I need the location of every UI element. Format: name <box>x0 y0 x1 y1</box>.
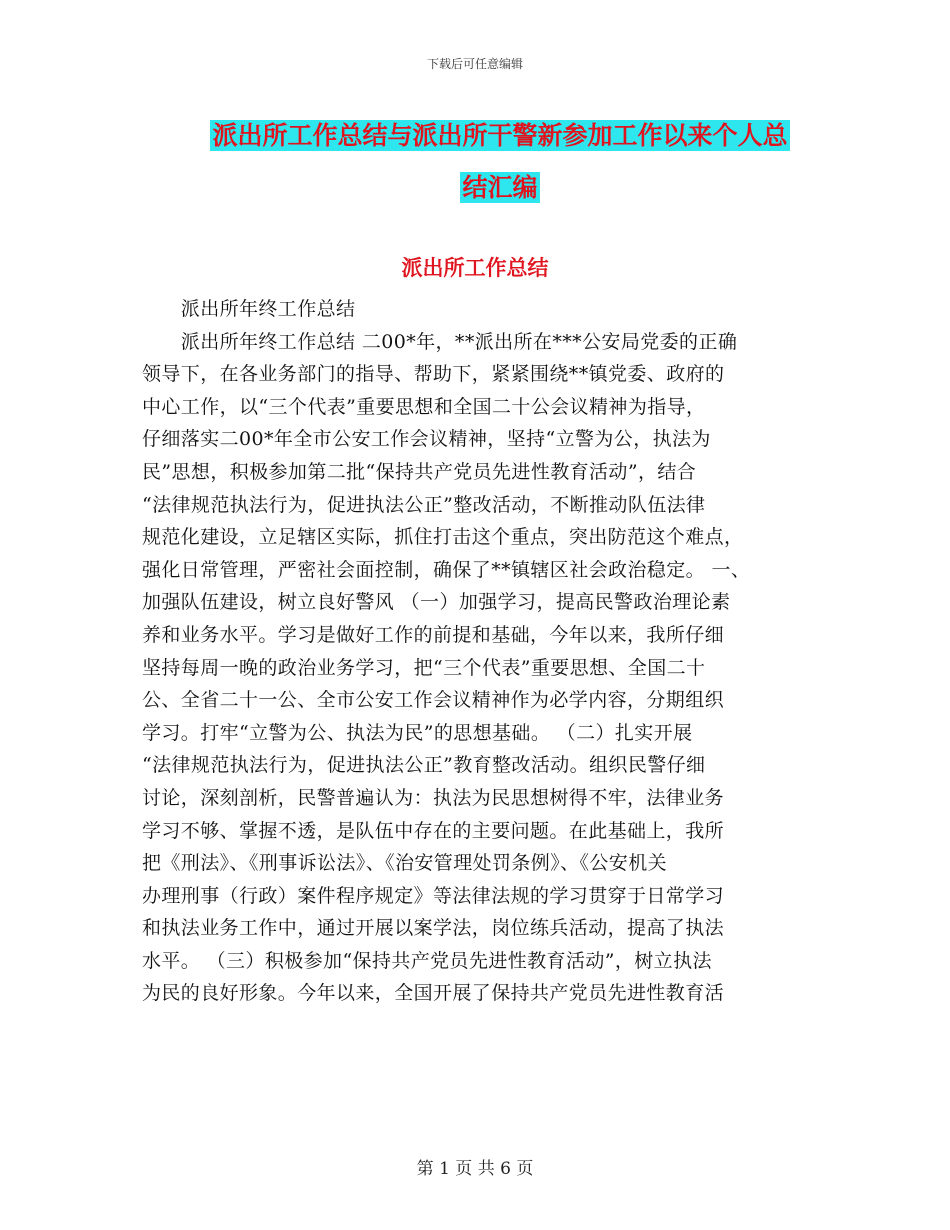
page-footer: 第 1 页 共 6 页 <box>416 1159 534 1179</box>
body-line: 加强队伍建设，树立良好警风 （一）加强学习，提高民警政治理论素 <box>142 591 731 614</box>
title-line-1: 派出所工作总结与派出所干警新参加工作以来个人总 <box>212 121 788 150</box>
body-line: 仔细落实二00*年全市公安工作会议精神，坚持“立警为公，执法为 <box>142 428 711 451</box>
body-text <box>142 293 810 1010</box>
section-title: 派出所工作总结 <box>401 255 549 280</box>
body-line: 和执法业务工作中，通过开展以案学法，岗位练兵活动，提高了执法 <box>142 917 725 940</box>
body-line: 派出所年终工作总结 <box>142 298 356 320</box>
body-line: “法律规范执法行为，促进执法公正”教育整改活动。组织民警仔细 <box>142 754 706 777</box>
document-title <box>150 110 850 214</box>
body-line: “法律规范执法行为，促进执法公正”整改活动，不断推动队伍法律 <box>142 493 706 516</box>
header-note: 下载后可任意编辑 <box>426 57 523 71</box>
body-line: 坚持每周一晚的政治业务学习，把“三个代表”重要思想、全国二十 <box>142 656 706 679</box>
body-line: 讨论，深刻剖析，民警普遍认为：执法为民思想树得不牢，法律业务 <box>142 786 725 809</box>
body-line: 办理刑事（行政）案件程序规定》等法律法规的学习贯穿于日常学习 <box>142 884 725 907</box>
body-line: 学习。打牢“立警为公、执法为民”的思想基础。 （二）扎实开展 <box>142 721 693 744</box>
body-line: 民”思想，积极参加第二批“保持共产党员先进性教育活动”，结合 <box>142 460 697 483</box>
body-line: 公、全省二十一公、全市公安工作会议精神作为必学内容，分期组织 <box>142 689 725 712</box>
body-line: 规范化建设，立足辖区实际，抓住打击这个重点，突出防范这个难点， <box>142 526 744 549</box>
body-line: 把《刑法》、《刑事诉讼法》、《治安管理处罚条例》、《公安机关 <box>142 852 668 875</box>
body-line: 学习不够、掌握不透，是队伍中存在的主要问题。在此基础上，我所 <box>142 819 725 842</box>
title-line-2: 结汇编 <box>462 173 538 202</box>
body-line: 中心工作，以“三个代表”重要思想和全国二十公会议精神为指导， <box>142 395 706 418</box>
body-line: 派出所年终工作总结 二00*年，**派出所在***公安局党委的正确 <box>142 330 738 353</box>
body-line: 为民的良好形象。今年以来，全国开展了保持共产党员先进性教育活 <box>142 982 725 1005</box>
body-line: 强化日常管理，严密社会面控制，确保了**镇辖区社会政治稳定。 一、 <box>142 558 751 581</box>
body-line: 养和业务水平。学习是做好工作的前提和基础，今年以来，我所仔细 <box>142 623 725 646</box>
body-line: 水平。 （三）积极参加“保持共产党员先进性教育活动”，树立执法 <box>142 949 712 972</box>
body-line: 领导下，在各业务部门的指导、帮助下，紧紧围绕**镇党委、政府的 <box>142 363 725 386</box>
